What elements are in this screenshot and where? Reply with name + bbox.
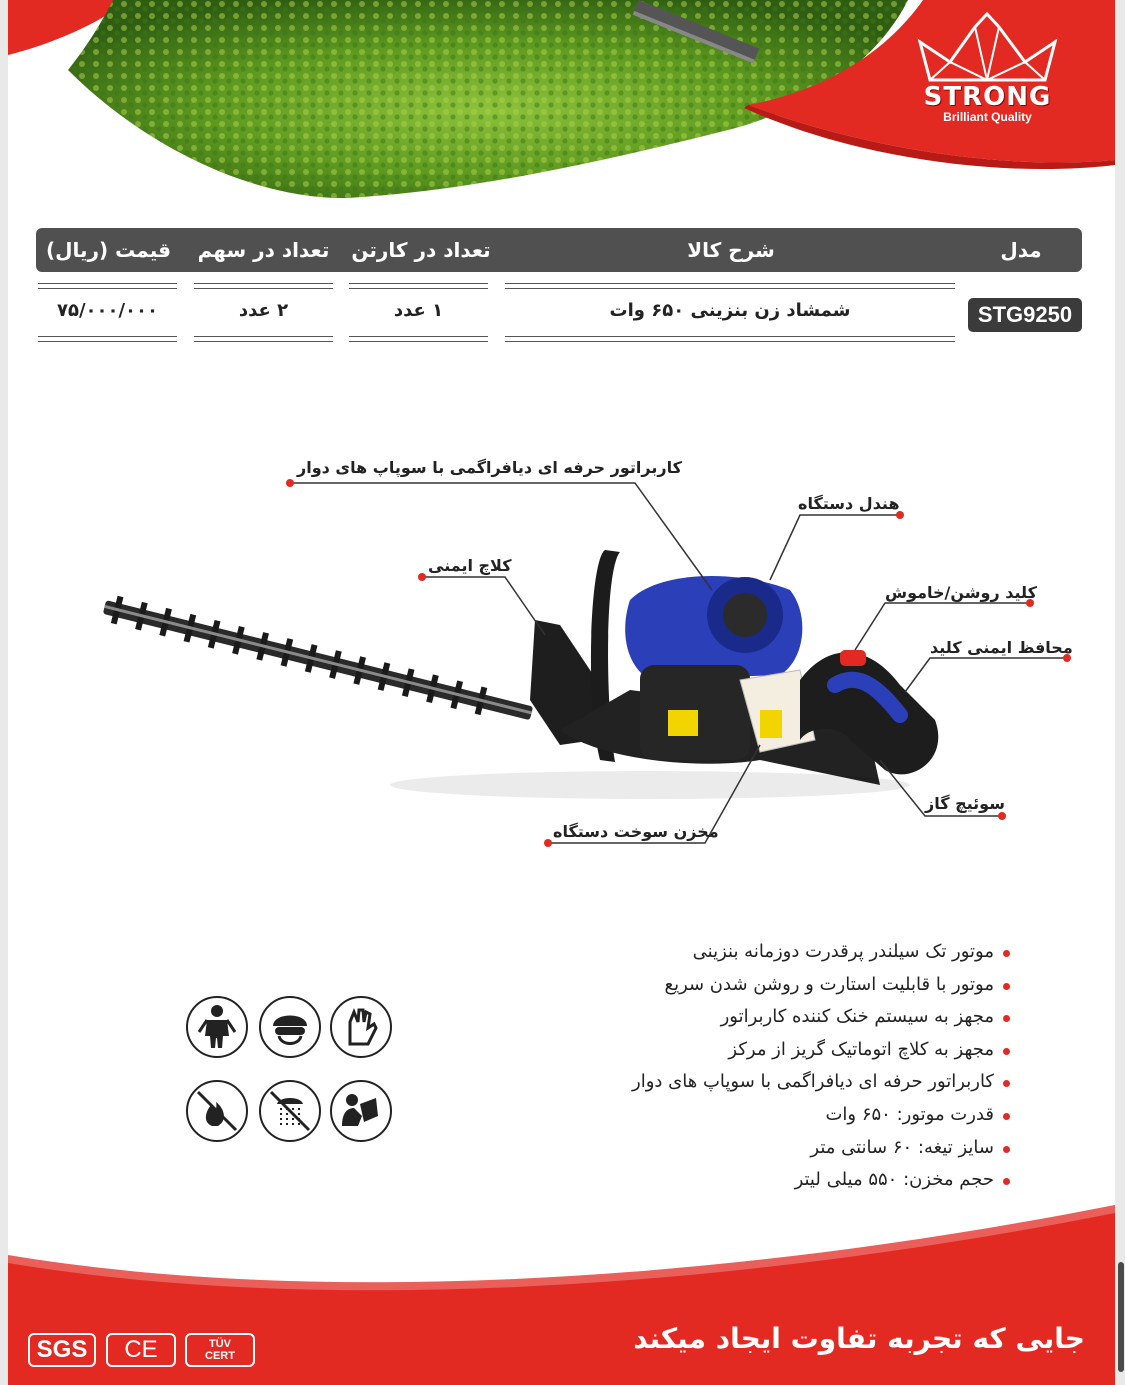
- no-fire-icon: [186, 1080, 248, 1142]
- crown-icon: [905, 12, 1070, 84]
- tuv-badge-bottom: CERT: [205, 1350, 235, 1362]
- scrollbar-thumb[interactable]: [1118, 1262, 1124, 1372]
- cell-qty-carton: [349, 283, 488, 343]
- brand-tagline: Brilliant Quality: [943, 110, 1032, 124]
- header-description: شرح کالا: [687, 238, 775, 262]
- sgs-badge: SGS: [28, 1333, 96, 1367]
- ce-badge: CE: [106, 1333, 176, 1367]
- feature-item: کاربراتور حرفه ای دیافراگمی با سوپاپ های دوار: [560, 1066, 1010, 1099]
- callout-handle: هندل دستگاه: [798, 494, 900, 513]
- header-price: قیمت (ریال): [46, 238, 171, 262]
- protective-clothing-icon: [186, 996, 248, 1058]
- gloves-icon: [330, 996, 392, 1058]
- qty-carton-value: ۱ عدد: [393, 300, 444, 321]
- header-qty-share: تعداد در سهم: [197, 238, 330, 262]
- tuv-badge-top: TÜV: [209, 1338, 231, 1350]
- description-value: شمشاد زن بنزینی ۶۵۰ وات: [609, 300, 851, 321]
- header-qty-carton: تعداد در کارتن: [351, 238, 491, 262]
- helmet-goggles-icon: [259, 996, 321, 1058]
- feature-item: قدرت موتور: ۶۵۰ وات: [560, 1099, 1010, 1132]
- blade: [101, 593, 535, 727]
- page-edge-right: [1115, 0, 1125, 1385]
- product-table-header: [36, 228, 1082, 272]
- feature-item: مجهز به سیستم خنک کننده کاربراتور: [560, 1001, 1010, 1034]
- cell-description: [505, 283, 955, 343]
- feature-item: موتور با قابلیت استارت و روشن شدن سریع: [560, 969, 1010, 1002]
- callout-switch-guard: محافظ ایمنی کلید: [930, 638, 1073, 657]
- tuv-badge: [185, 1333, 255, 1367]
- page-edge-left: [0, 0, 8, 1385]
- feature-list: [560, 936, 1010, 1197]
- feature-item: سایز تیغه: ۶۰ سانتی متر: [560, 1132, 1010, 1165]
- brand-name: STRONG: [923, 82, 1052, 112]
- cell-price: [38, 283, 177, 343]
- callout-on-off-switch: کلید روشن/خاموش: [885, 583, 1037, 602]
- read-manual-icon: [330, 1080, 392, 1142]
- feature-item: حجم مخزن: ۵۵۰ میلی لیتر: [560, 1164, 1010, 1197]
- price-value: ۷۵/۰۰۰/۰۰۰: [56, 300, 159, 321]
- callout-fuel-tank: مخزن سوخت دستگاه: [553, 822, 719, 841]
- safety-icons: [182, 992, 402, 1142]
- callout-safety-clutch: کلاچ ایمنی: [428, 556, 512, 575]
- brand-logo: [905, 12, 1080, 127]
- callout-carburetor: کاربراتور حرفه ای دیافراگمی با سوپاپ های دوار: [297, 458, 682, 477]
- product-diagram: [0, 440, 1125, 870]
- feature-item: مجهز به کلاچ اتوماتیک گریز از مرکز: [560, 1034, 1010, 1067]
- model-badge: STG9250: [968, 298, 1082, 332]
- feature-item: موتور تک سیلندر پرقدرت دوزمانه بنزینی: [560, 936, 1010, 969]
- header-model: مدل: [1000, 238, 1042, 262]
- qty-share-value: ۲ عدد: [238, 300, 289, 321]
- footer-slogan: جایی که تجربه تفاوت ایجاد میکند: [633, 1322, 1085, 1355]
- callout-throttle: سوئیچ گاز: [925, 794, 1005, 813]
- no-rain-icon: [259, 1080, 321, 1142]
- cell-qty-share: [194, 283, 333, 343]
